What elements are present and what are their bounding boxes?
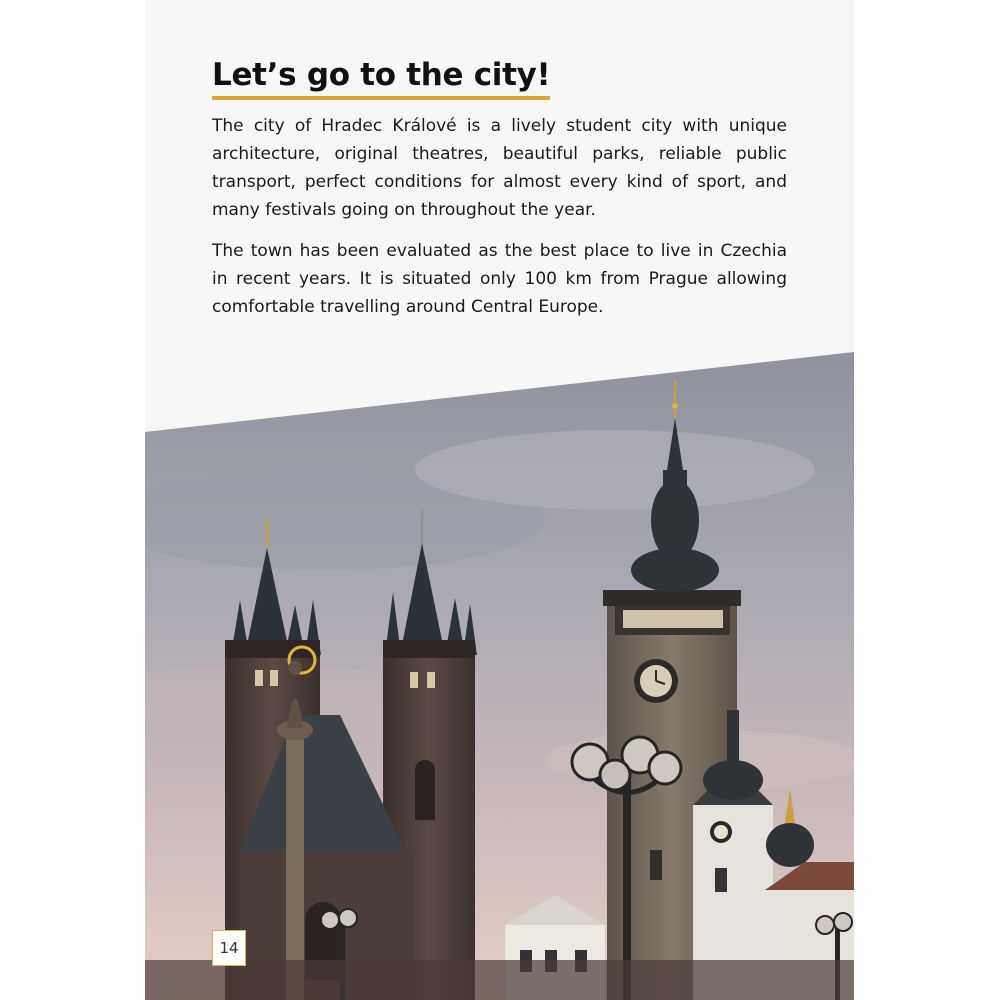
page-title: Let’s go to the city! [212, 58, 550, 100]
city-photo [145, 0, 854, 1000]
intro-paragraph-1: The city of Hradec Králové is a lively student city with unique architecture, original theatres, beautiful parks, reliable public transport, perfect conditions for almost every kind of sport, and many festivals going on throughout the year. [212, 115, 787, 220]
page-number: 14 [212, 930, 246, 966]
intro-paragraph-2: The town has been evaluated as the best place to live in Czechia in recent years. It is situated only 100 km from Prague allowing comfortable travelling around Central Europe. [212, 240, 787, 317]
brochure-page [145, 0, 854, 1000]
